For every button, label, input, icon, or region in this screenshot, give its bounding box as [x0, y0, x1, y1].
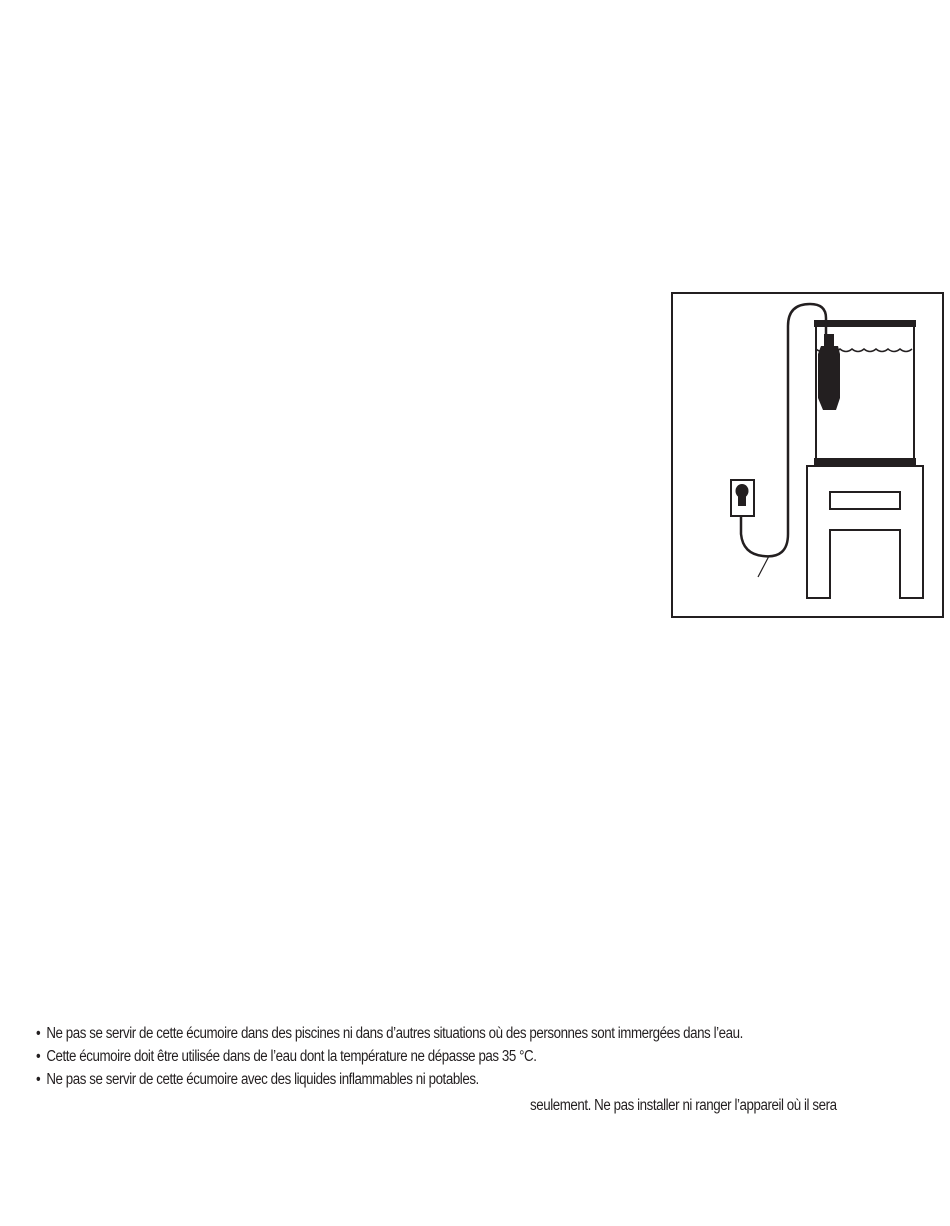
warning-item	[36, 1068, 810, 1091]
warning-text: Ne pas se servir de cette écumoire avec des liquides inflammables ni potables.	[46, 1071, 479, 1088]
warning-item	[36, 1045, 810, 1068]
bullet-icon: •	[36, 1048, 41, 1065]
warning-text: Cette écumoire doit être utilisée dans de l’eau dont la température ne dépasse pas 35 °C.	[46, 1048, 537, 1065]
bullet-icon: •	[36, 1071, 41, 1088]
skimmer-icon	[818, 334, 840, 410]
continuation-text: seulement. Ne pas installer ni ranger l’appareil où il sera	[530, 1097, 837, 1114]
power-cord-icon	[741, 304, 826, 556]
warning-item	[36, 1022, 810, 1045]
wall-outlet-icon	[731, 480, 754, 516]
installation-illustration	[671, 292, 944, 618]
aquarium-setup-icon	[673, 294, 942, 616]
bullet-icon: •	[36, 1025, 41, 1042]
stand-icon	[807, 466, 923, 598]
warning-text: Ne pas se servir de cette écumoire dans des piscines ni dans d’autres situations où des personnes sont immergées dans l’eau.	[46, 1025, 743, 1042]
warning-list	[36, 1022, 810, 1091]
